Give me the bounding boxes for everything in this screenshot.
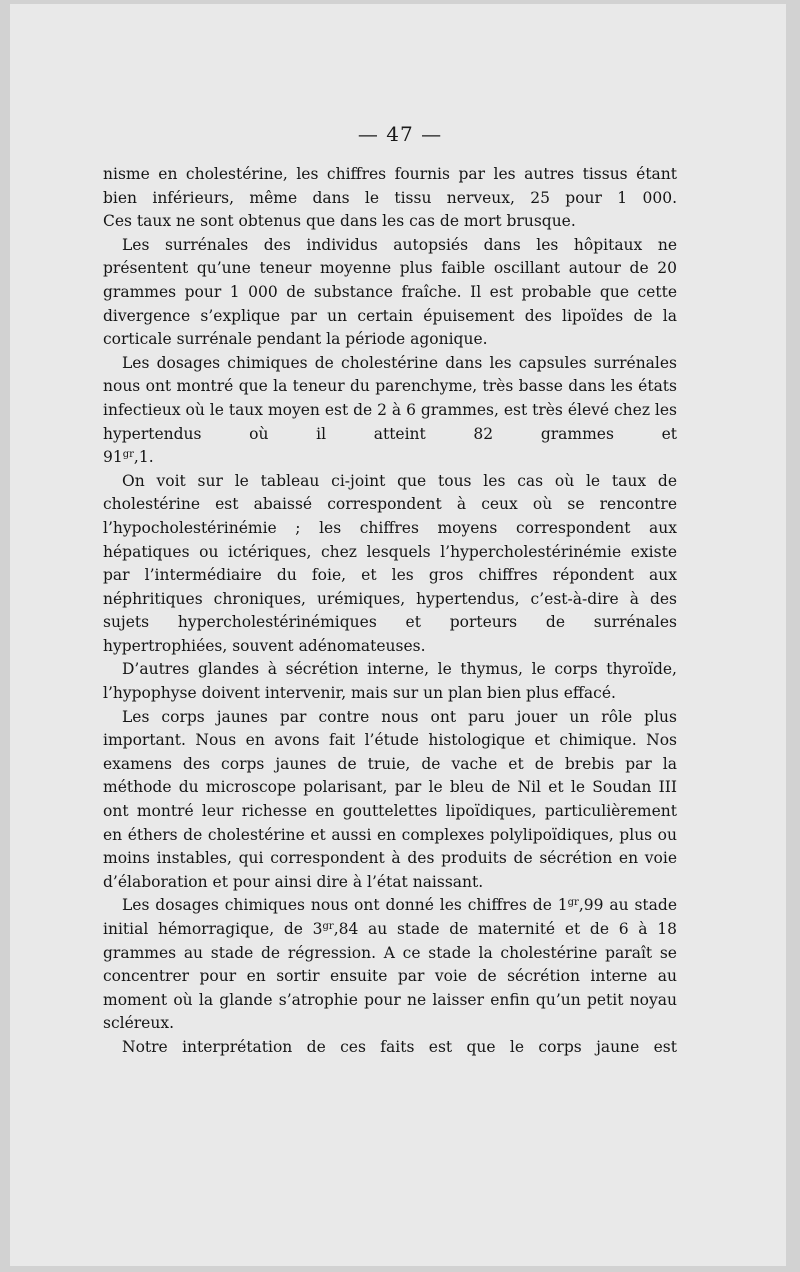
paragraph-3: Les dosages chimiques de cholestérine dans les capsules surrénales nous ont montré que la teneur du parenchyme, très basse dans les états infectieux où le taux moyen est de 2 à 6 grammes, est très élevé chez les hypertendus où il atteint 82 grammes et	[103, 353, 677, 443]
paragraph-5: D’autres glandes à sécrétion interne, le thymus, le corps thyroïde, l’hypophyse doivent intervenir, mais sur un plan bien plus effacé.	[103, 660, 677, 703]
paragraph-7-part-c: ,84 au stade de maternité et de 6 à 18 grammes au stade de régression. A ce stade la cholestérine paraît se concentrer pour en sortir ensuite par voie de sécrétion interne au moment où la glande s’atrophie pour ne laisser enfin qu’un petit noyau scléreux.	[103, 920, 677, 1033]
paragraph-7-part-a: Les dosages chimiques nous ont donné les chiffres de 1	[122, 896, 568, 915]
paragraph-1-last-line: Ces taux ne sont obtenus que dans les cas de mort brusque.	[103, 212, 576, 231]
body-text	[103, 163, 677, 1060]
paragraph-2: Les surrénales des individus autopsiés dans les hôpitaux ne présentent qu’une teneur moyenne plus faible oscillant autour de 20 grammes pour 1 000 de substance fraîche. Il est probable que cette divergence s’explique par un certain épuisement des lipoïdes de la corticale surrénale pendant la période agonique.	[103, 235, 677, 349]
paragraph-6: Les corps jaunes par contre nous ont paru jouer un rôle plus important. Nous en avons fait l’étude histologique et chimique. Nos examens des corps jaunes de truie, de vache et de brebis par la méthode du microscope polarisant, par le bleu de Nil et le Soudan III ont montré leur richesse en gouttelettes lipoïdiques, particulièrement en éthers de cholestérine et aussi en complexes polylipoïdiques, plus ou moins instables, qui correspondent à des produits de sécrétion en voie d’élaboration et pour ainsi dire à l’état naissant.	[103, 707, 677, 891]
paragraph-3-number: 91	[103, 448, 123, 467]
grams-superscript: gr	[122, 449, 134, 461]
paragraph-7-part-b: ,99 au stade initial hémorragique, de 3	[103, 896, 678, 938]
paragraph-3-end	[103, 446, 677, 470]
paragraph-1: nisme en cholestérine, les chiffres fournis par les autres tissus étant bien inférieurs, même dans le tissu nerveux, 25 pour 1 000.	[103, 165, 677, 207]
paragraph-7	[103, 894, 677, 1036]
paragraph-8: Notre interprétation de ces faits est que le corps jaune est	[122, 1037, 677, 1056]
grams-superscript: gr	[322, 921, 334, 932]
grams-superscript: gr	[567, 897, 579, 909]
page-number: — 47 —	[357, 122, 443, 146]
paragraph-4: On voit sur le tableau ci-joint que tous les cas où le taux de cholestérine est abaissé correspondent à ceux où se rencontre l’hypocholestérinémie ; les chiffres moyens correspondent aux hépatiques ou ictériques, chez lesquels l’hypercholestérinémie existe par l’intermédiaire du foie, et les gros chiffres répondent aux néphritiques chroniques, urémiques, hypertendus, c’est-à-dire à des sujets hypercholestérinémiques et porteurs de surrénales hypertrophiées, souvent adénomateuses.	[103, 471, 677, 655]
paragraph-3-tail: ,1.	[133, 448, 154, 467]
